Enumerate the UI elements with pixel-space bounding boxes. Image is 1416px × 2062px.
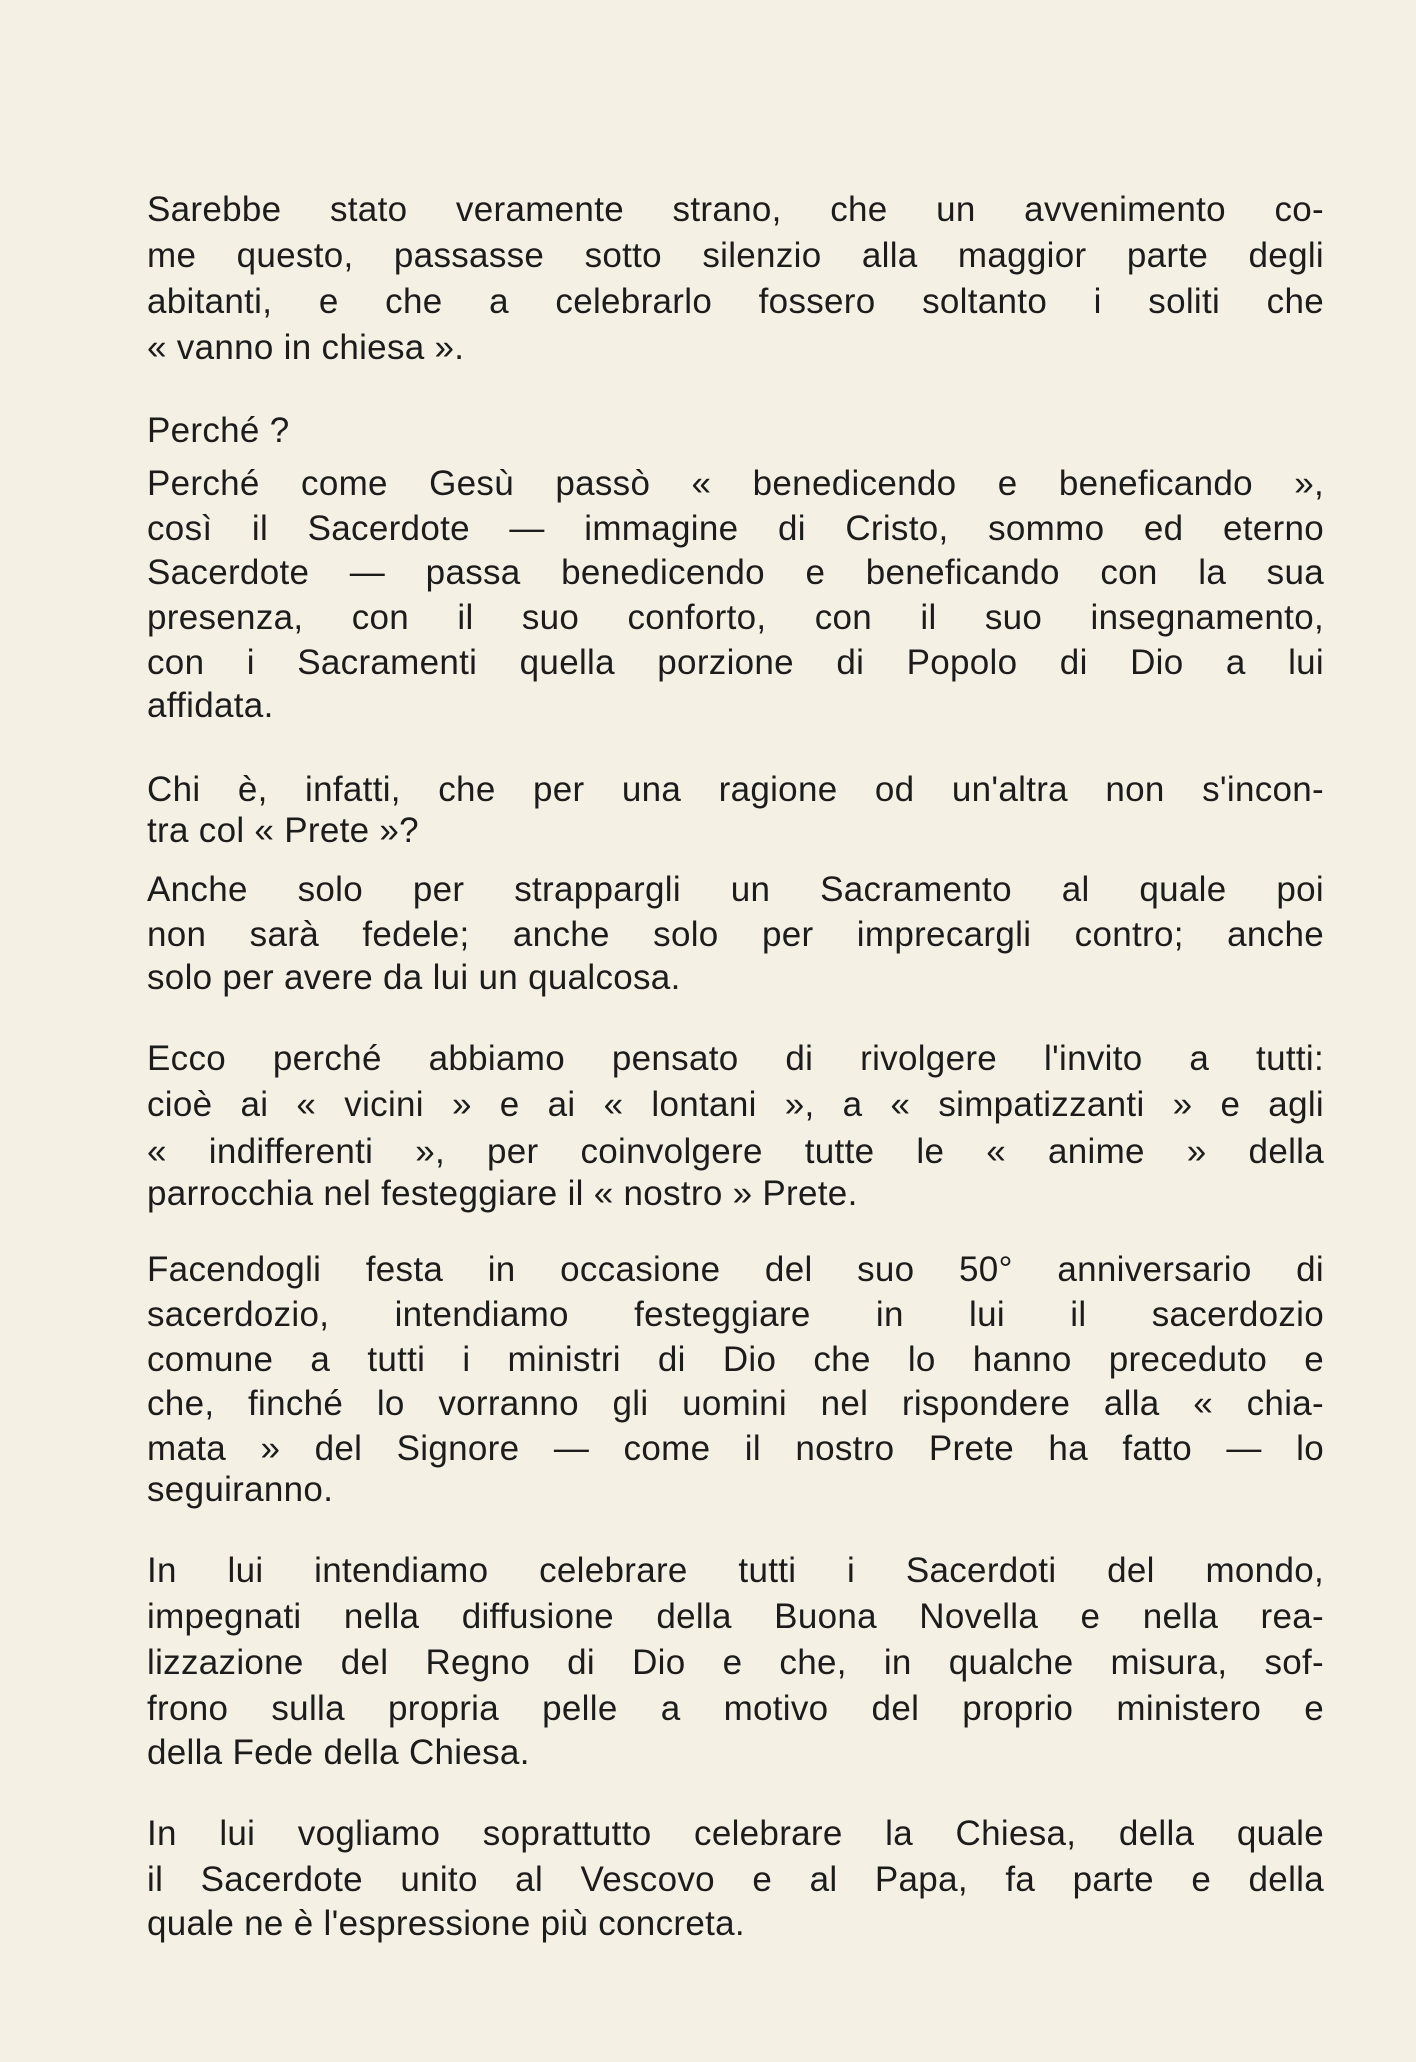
text-line: parrocchia nel festeggiare il « nostro » Prete.	[147, 1174, 858, 1213]
text-line: così il Sacerdote — immagine di Cristo, sommo ed eterno	[147, 509, 1324, 548]
text-line: con i Sacramenti quella porzione di Popolo di Dio a lui	[147, 643, 1324, 682]
text-line: Sacerdote — passa benedicendo e beneficando con la sua	[147, 553, 1324, 592]
text-line: Anche solo per strappargli un Sacramento al quale poi	[147, 870, 1324, 909]
text-line: della Fede della Chiesa.	[147, 1733, 530, 1772]
text-line: me questo, passasse sotto silenzio alla maggior parte degli	[147, 236, 1324, 275]
text-line: « indifferenti », per coinvolgere tutte le « anime » della	[147, 1132, 1324, 1171]
text-line: comune a tutti i ministri di Dio che lo hanno preceduto e	[147, 1340, 1324, 1379]
text-line: Facendogli festa in occasione del suo 50° anniversario di	[147, 1250, 1324, 1289]
text-line: Chi è, infatti, che per una ragione od un'altra non s'incon-	[147, 770, 1324, 809]
text-line: lizzazione del Regno di Dio e che, in qualche misura, sof-	[147, 1643, 1324, 1682]
text-line: cioè ai « vicini » e ai « lontani », a « simpatizzanti » e agli	[147, 1085, 1324, 1124]
text-line: In lui vogliamo soprattutto celebrare la Chiesa, della quale	[147, 1814, 1324, 1853]
text-line: Perché ?	[147, 411, 290, 450]
text-line: Perché come Gesù passò « benedicendo e beneficando »,	[147, 464, 1324, 503]
text-line: mata » del Signore — come il nostro Prete ha fatto — lo	[147, 1429, 1324, 1468]
text-line: In lui intendiamo celebrare tutti i Sacerdoti del mondo,	[147, 1551, 1324, 1590]
text-line: abitanti, e che a celebrarlo fossero soltanto i soliti che	[147, 282, 1324, 321]
text-line: che, finché lo vorranno gli uomini nel rispondere alla « chia-	[147, 1384, 1324, 1423]
text-line: tra col « Prete »?	[147, 811, 419, 850]
text-line: presenza, con il suo conforto, con il suo insegnamento,	[147, 598, 1324, 637]
text-line: affidata.	[147, 686, 274, 725]
text-line: sacerdozio, intendiamo festeggiare in lui il sacerdozio	[147, 1295, 1324, 1334]
text-line: seguiranno.	[147, 1470, 334, 1509]
text-line: Ecco perché abbiamo pensato di rivolgere l'invito a tutti:	[147, 1039, 1324, 1078]
text-line: il Sacerdote unito al Vescovo e al Papa, fa parte e della	[147, 1860, 1324, 1899]
text-line: « vanno in chiesa ».	[147, 328, 465, 367]
text-line: non sarà fedele; anche solo per imprecargli contro; anche	[147, 915, 1324, 954]
text-line: quale ne è l'espressione più concreta.	[147, 1904, 745, 1943]
text-line: frono sulla propria pelle a motivo del proprio ministero e	[147, 1689, 1324, 1728]
text-line: solo per avere da lui un qualcosa.	[147, 958, 681, 997]
text-line: Sarebbe stato veramente strano, che un avvenimento co-	[147, 190, 1324, 229]
text-line: impegnati nella diffusione della Buona Novella e nella rea-	[147, 1597, 1324, 1636]
